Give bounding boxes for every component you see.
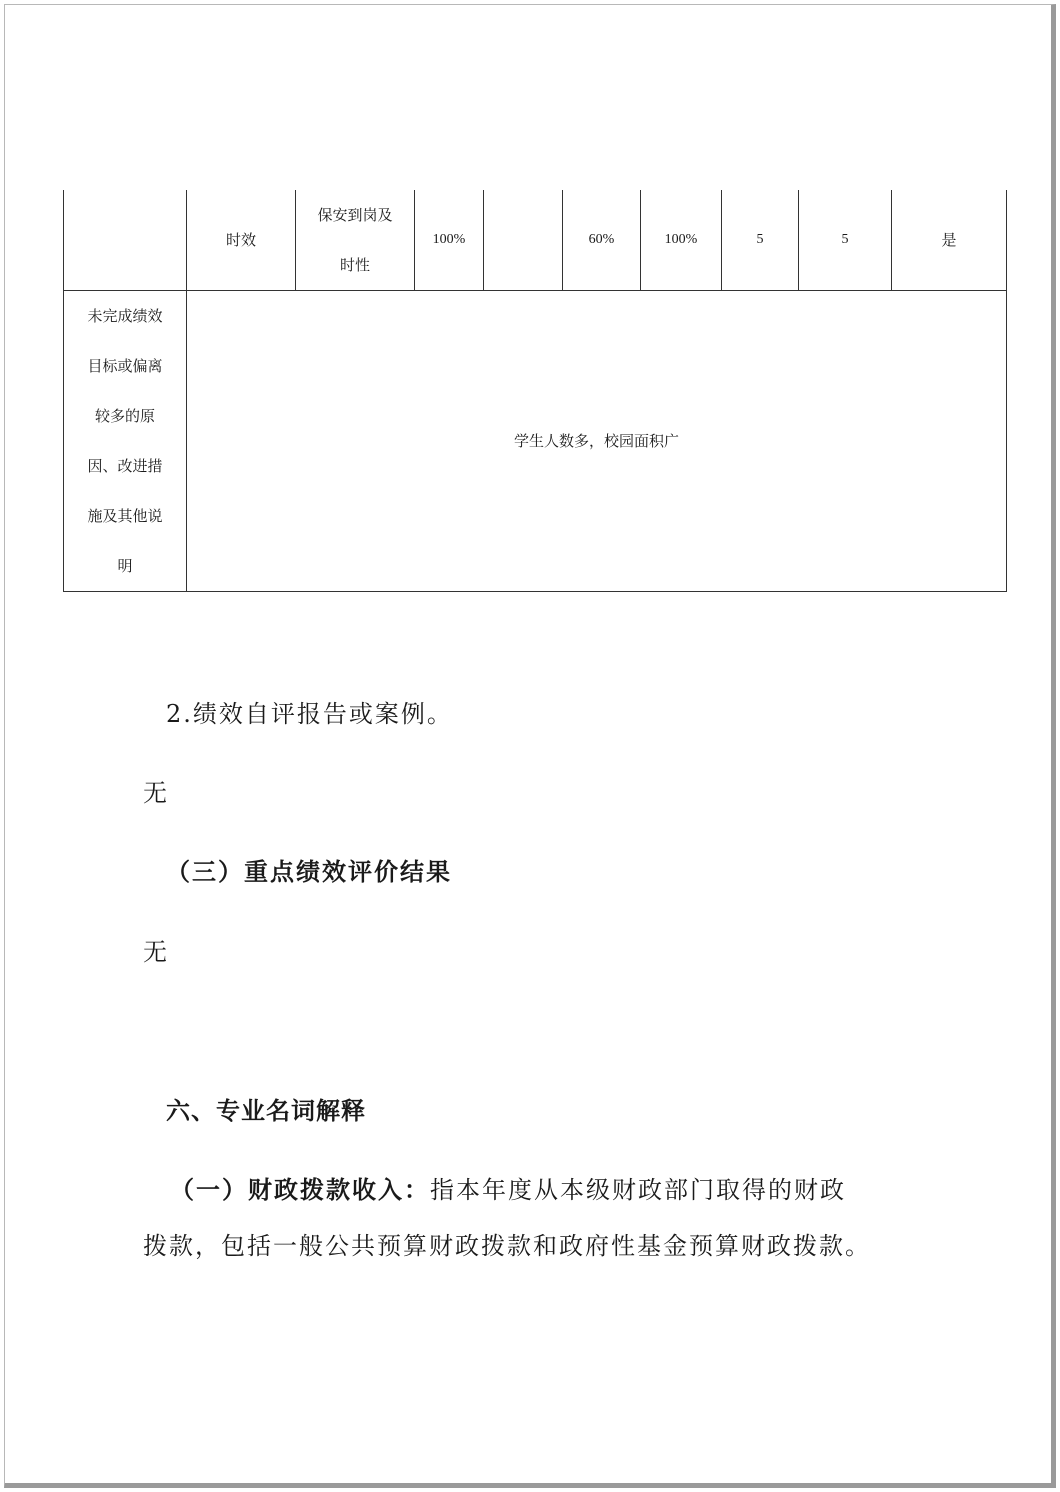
explanation-content-cell: 学生人数多，校园面积广 — [187, 291, 1007, 592]
cell-line: 未完成绩效 — [87, 307, 163, 325]
performance-table — [63, 190, 1007, 592]
table-cell — [484, 190, 563, 291]
key-eval-heading: （三）重点绩效评价结果 — [166, 857, 452, 886]
term-text: 指本年度从本级财政部门取得的财政 — [430, 1176, 846, 1204]
cell-line: 因、改进措 — [87, 457, 163, 475]
term-paragraph-line — [170, 1170, 846, 1205]
cell-line: 目标或偏离 — [87, 357, 163, 375]
cell-line: 施及其他说 — [87, 507, 163, 525]
table-row — [64, 291, 1007, 592]
completed-cell: 是 — [892, 190, 1007, 291]
cell-line: 较多的原 — [94, 407, 155, 425]
table-row — [64, 190, 1007, 291]
term-paragraph-line: 拨款，包括一般公共预算财政拨款和政府性基金预算财政拨款。 — [143, 1232, 871, 1260]
indicator-name-cell: 时效 — [187, 190, 296, 291]
self-eval-body: 无 — [143, 779, 169, 807]
term-label: （一）财政拨款收入： — [170, 1175, 430, 1204]
indicator-detail-cell — [296, 190, 415, 291]
explanation-label-cell — [64, 291, 187, 592]
cell-line: 明 — [117, 557, 133, 575]
actual-value-cell: 100% — [641, 190, 722, 291]
cell-line: 保安到岗及 — [317, 206, 393, 224]
target-value-cell: 100% — [415, 190, 484, 291]
score-cell: 5 — [799, 190, 892, 291]
terms-heading: 六、专业名词解释 — [166, 1097, 366, 1125]
table-cell — [64, 190, 187, 291]
self-eval-heading: 2.绩效自评报告或案例。 — [166, 700, 453, 728]
cell-line: 时性 — [339, 256, 370, 274]
key-eval-body: 无 — [143, 938, 169, 966]
value-cell: 60% — [563, 190, 641, 291]
weight-cell: 5 — [722, 190, 799, 291]
